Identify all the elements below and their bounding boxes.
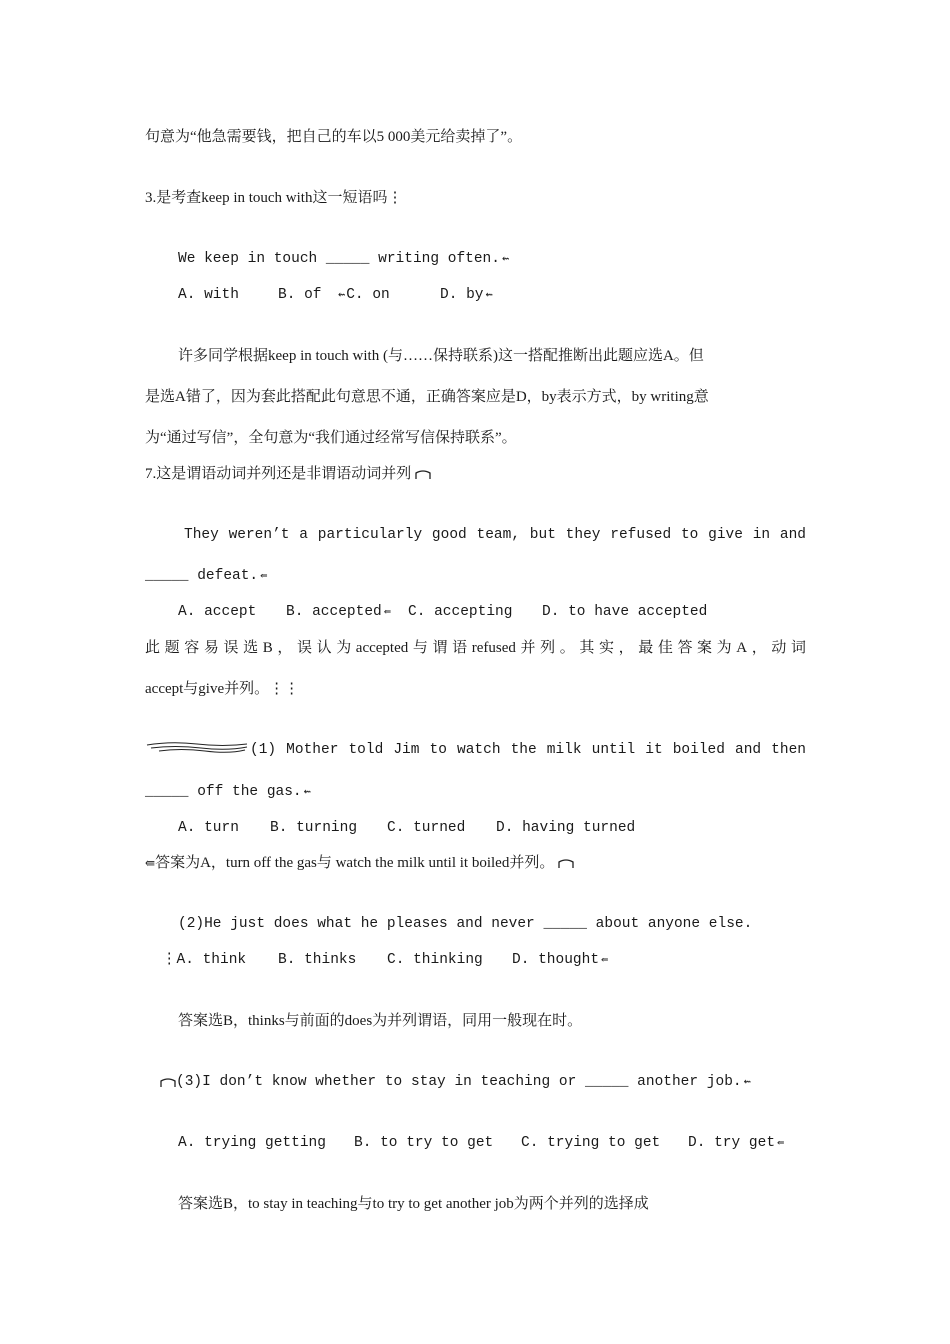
sentence-text: _____ defeat. — [145, 568, 259, 584]
sentence-text: We keep in touch _____ writing often. — [178, 251, 500, 267]
answer-line: 答案选B，thinks与前面的does为并列谓语，同用一般现在时。 — [178, 1013, 583, 1029]
option-d — [688, 1133, 784, 1153]
explanation-line: 此题容易误选B，误认为accepted与谓语refused并列。其实，最佳答案为A，动词 — [145, 640, 806, 656]
option-c: C. accepting — [408, 604, 513, 620]
annotation-mark-icon: ⇜ — [338, 288, 346, 302]
annotation-mark-icon: ⇜ — [485, 288, 493, 302]
sentence-text: (3)I don’t know whether to stay in teaching or _____ another job. — [176, 1074, 742, 1090]
question-sentence-cont — [145, 566, 267, 586]
option-b: B. to try to get — [354, 1135, 494, 1151]
option-a: A. trying getting — [178, 1135, 326, 1151]
option-a: A. turn — [178, 820, 239, 836]
question-sentence — [178, 249, 509, 269]
question-sentence-cont — [145, 782, 311, 802]
annotation-mark-icon: ⇜ — [303, 785, 311, 799]
explanation-line: 为“通过写信”，全句意为“我们通过经常写信保持联系”。 — [145, 430, 517, 446]
question-sentence — [160, 1072, 751, 1092]
text-line: 句意为“他急需要钱，把自己的车以5 000美元给卖掉了”。 — [145, 129, 523, 145]
answer-line — [145, 853, 574, 873]
option-d — [440, 285, 493, 305]
heading-text: 7.这是谓语动词并列还是非谓语动词并列 — [145, 466, 412, 482]
explanation-line: 许多同学根据keep in touch with (与……保持联系)这一搭配推断出此题应选A。但 — [178, 348, 704, 364]
wavy-underline-icon — [145, 738, 249, 758]
option-a: A. accept — [178, 604, 257, 620]
bracket-mark-icon — [160, 1076, 176, 1088]
option-a-text: A. think — [176, 952, 247, 968]
option-b: B. of — [278, 287, 322, 303]
equals-mark-icon: ⇚ — [260, 569, 268, 583]
option-d-text: D. thought — [512, 952, 600, 968]
option-d-text: D. by — [440, 287, 484, 303]
question-sentence: (2)He just does what he pleases and never _____ about anyone else. — [178, 916, 753, 932]
equals-mark-icon: ⇚ — [383, 605, 391, 619]
option-d-text: D. try get — [688, 1135, 776, 1151]
option-d: D. to have accepted — [542, 604, 708, 620]
answer-line: 答案选B，to stay in teaching与to try to get another job为两个并列的选择成 — [178, 1196, 649, 1212]
option-a: A. with — [178, 287, 239, 303]
question-sentence: They weren’t a particularly good team, but they refused to give in and — [184, 527, 806, 543]
equals-mark-icon: ⇚ — [145, 856, 156, 870]
answer-text: 答案为A，turn off the gas与 watch the milk until it boiled并列。 — [155, 855, 555, 871]
option-b-text: B. accepted — [286, 604, 382, 620]
dots-mark-icon: ⋮ — [162, 952, 177, 968]
option-d — [512, 950, 608, 970]
explanation-line: accept与give并列。⋮⋮ — [145, 681, 300, 697]
explanation-line: 是选A错了，因为套此搭配此句意思不通，正确答案应是D，by表示方式，by writing意 — [145, 389, 709, 405]
question-heading — [145, 464, 431, 484]
sentence-text: _____ off the gas. — [145, 784, 302, 800]
equals-mark-icon: ⇚ — [601, 953, 609, 967]
bracket-mark-icon — [415, 468, 431, 480]
annotation-mark-icon: ⇜ — [501, 252, 510, 266]
equals-mark-icon: ⇚ — [777, 1136, 785, 1150]
bracket-mark-icon — [558, 857, 574, 869]
option-c: C. turned — [387, 820, 466, 836]
option-c: C. thinking — [387, 952, 483, 968]
option-b: B. thinks — [278, 952, 357, 968]
option-b — [286, 602, 391, 622]
option-b: B. turning — [270, 820, 358, 836]
option-c: C. trying to get — [521, 1135, 661, 1151]
option-a — [162, 950, 246, 970]
annotation-mark-icon: ⇜ — [743, 1075, 751, 1089]
question-sentence: (1) Mother told Jim to watch the milk until it boiled and then — [250, 742, 806, 758]
option-c-text: C. on — [346, 287, 390, 303]
question-heading: 3.是考查keep in touch with这一短语吗⋮ — [145, 190, 403, 206]
option-d: D. having turned — [496, 820, 636, 836]
option-c — [338, 285, 390, 305]
